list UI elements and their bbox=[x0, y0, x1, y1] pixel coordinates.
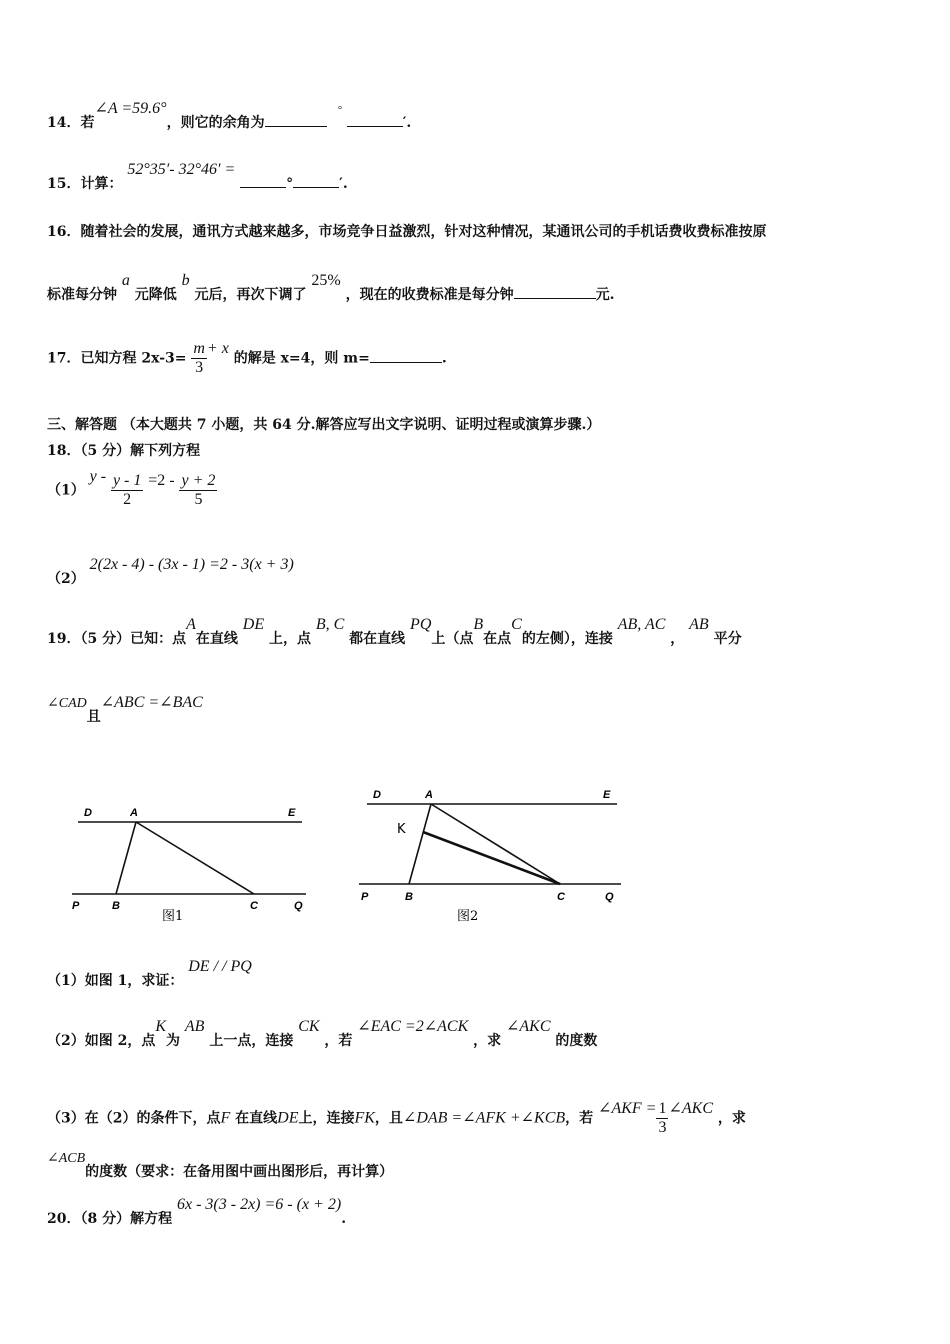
denominator: 3 bbox=[658, 1119, 667, 1136]
numerator: 1 bbox=[658, 1100, 667, 1117]
text: 元降低 bbox=[134, 287, 177, 303]
question-18-title: 18．（5 分）解下列方程 bbox=[47, 443, 201, 459]
math-expr: 6x - 3(3 - 2x) =6 - (x + 2) bbox=[176, 1196, 342, 1213]
question-17 bbox=[47, 340, 447, 377]
text: 的左侧），连接 bbox=[521, 631, 613, 647]
text: 在点 bbox=[483, 631, 512, 647]
fraction bbox=[191, 340, 207, 377]
question-number: 15． bbox=[47, 176, 81, 192]
label-p: P bbox=[361, 891, 369, 903]
segment-ck: CK bbox=[298, 1018, 320, 1035]
point-b: B bbox=[473, 616, 484, 633]
text: 上，点 bbox=[268, 631, 311, 647]
text: 19．（5 分）已知：点 bbox=[47, 631, 187, 647]
math-expr: 52°35′- 32°46′ = bbox=[127, 161, 236, 178]
answer-blank[interactable] bbox=[347, 114, 403, 127]
question-18-part1 bbox=[47, 467, 217, 509]
point-c: C bbox=[511, 616, 522, 633]
text: ，若 bbox=[565, 1110, 594, 1127]
label-q: Q bbox=[605, 891, 614, 903]
math-expr: =2 - bbox=[148, 471, 175, 489]
question-number: 17． bbox=[47, 350, 81, 367]
denominator: 3 bbox=[195, 359, 204, 376]
angle-acb: ∠ACB bbox=[47, 1151, 86, 1166]
text: （1）如图 1，求证： bbox=[47, 973, 184, 989]
text: 平分 bbox=[713, 631, 742, 647]
text: 在直线 bbox=[195, 631, 238, 647]
text: 的度数 bbox=[555, 1033, 598, 1049]
question-19-part3-cont bbox=[47, 1151, 394, 1181]
answer-blank[interactable] bbox=[240, 175, 286, 188]
degree-sign: ° bbox=[337, 104, 342, 116]
segment-fk: FK bbox=[354, 1109, 375, 1127]
question-number: 14． bbox=[47, 115, 81, 131]
text: 为 bbox=[166, 1033, 181, 1049]
text: 随着社会的发展，通讯方式越来越多，市场竞争日益激烈，针对这种情况，某通讯公司的手机话费收费标准按原 bbox=[80, 224, 767, 240]
text: ，若 bbox=[324, 1033, 353, 1049]
math-expr: y - bbox=[89, 467, 107, 485]
numerator: y + 2 bbox=[181, 472, 216, 489]
point-k: K bbox=[155, 1018, 167, 1035]
text: ，则它的余角为 bbox=[166, 115, 265, 131]
label-a: A bbox=[130, 807, 138, 819]
label-b: B bbox=[112, 900, 120, 912]
answer-blank[interactable] bbox=[293, 175, 339, 188]
percent: 25% bbox=[311, 272, 341, 289]
line-pq: PQ bbox=[410, 616, 432, 633]
label-q: Q bbox=[294, 900, 303, 912]
math-expr: ∠EAC =2∠ACK bbox=[357, 1018, 469, 1035]
angle-cad: ∠CAD bbox=[47, 696, 87, 711]
text: （2）如图 2，点 bbox=[47, 1033, 156, 1049]
point-f: F bbox=[220, 1109, 231, 1127]
text: 20．（8 分）解方程 bbox=[47, 1211, 173, 1227]
text: 的度数（要求：在备用图中画出图形后，再计算） bbox=[85, 1164, 394, 1180]
label-b: B bbox=[405, 891, 413, 903]
text: 且 bbox=[86, 709, 101, 725]
math-expr: + x bbox=[206, 339, 229, 357]
answer-blank[interactable] bbox=[265, 114, 327, 127]
answer-blank[interactable] bbox=[514, 286, 596, 299]
figure-1 bbox=[60, 798, 320, 926]
var-a: a bbox=[121, 272, 130, 289]
question-16-line1 bbox=[47, 221, 766, 241]
text: . bbox=[441, 350, 447, 367]
label-d: D bbox=[84, 807, 92, 819]
label-c: C bbox=[250, 900, 258, 912]
math-expr: ∠DAB =∠AFK +∠KCB bbox=[402, 1109, 566, 1127]
text: 的解是 x=4，则 m= bbox=[233, 350, 370, 367]
question-18-part2 bbox=[47, 556, 294, 588]
part-label: （1） bbox=[47, 482, 85, 499]
label-e: E bbox=[603, 789, 611, 801]
angle-akc: ∠AKC bbox=[506, 1018, 551, 1035]
figure-2 bbox=[355, 780, 630, 925]
math-expr: DE / / PQ bbox=[188, 958, 252, 975]
point-a: A bbox=[186, 616, 196, 633]
text: ，现在的收费标准是每分钟 bbox=[345, 287, 514, 303]
text: ，求 bbox=[717, 1110, 746, 1127]
fraction bbox=[111, 472, 143, 509]
angle-akc: ∠AKC bbox=[668, 1099, 713, 1117]
question-16-line2 bbox=[47, 272, 615, 304]
line-de: DE bbox=[277, 1109, 299, 1127]
text: ′. bbox=[339, 176, 348, 192]
question-19-line2 bbox=[47, 694, 203, 726]
denominator: 5 bbox=[194, 491, 203, 508]
label-e: E bbox=[288, 807, 296, 819]
question-19-part2 bbox=[47, 1018, 598, 1050]
text: 元. bbox=[595, 287, 615, 303]
text: . bbox=[341, 1211, 347, 1227]
fraction bbox=[179, 472, 217, 509]
denominator: 2 bbox=[123, 491, 132, 508]
section-heading: 三、解答题 （本大题共 7 小题，共 64 分.解答应写出文字说明、证明过程或演算步骤.） bbox=[47, 417, 601, 433]
text: 在直线 bbox=[235, 1110, 278, 1127]
segment-ab: AB bbox=[689, 616, 709, 633]
label-a: A bbox=[425, 789, 433, 801]
figure-caption: 图2 bbox=[457, 909, 479, 924]
segments: AB, AC bbox=[617, 616, 666, 633]
question-20 bbox=[47, 1196, 347, 1228]
text: ，求 bbox=[473, 1033, 502, 1049]
math-expr: ∠ABC =∠BAC bbox=[100, 694, 203, 711]
question-15 bbox=[47, 161, 348, 193]
text: 元后，再次下调了 bbox=[194, 287, 307, 303]
numerator: m bbox=[193, 340, 205, 357]
text: ，且 bbox=[374, 1110, 403, 1127]
text: ′. bbox=[402, 115, 412, 131]
text: ° bbox=[286, 176, 294, 192]
text: 上，连接 bbox=[298, 1110, 355, 1127]
question-number: 16． bbox=[47, 224, 81, 240]
part-label: （2） bbox=[47, 571, 85, 587]
points-bc: B, C bbox=[315, 616, 345, 633]
text: 已知方程 2x-3= bbox=[80, 350, 187, 367]
var-b: b bbox=[181, 272, 190, 289]
label-k: K bbox=[397, 822, 406, 837]
label-c: C bbox=[557, 891, 565, 903]
text: ， bbox=[670, 631, 685, 647]
math-expr: ∠A =59.6° bbox=[94, 100, 167, 117]
math-expr: ∠AKF = bbox=[598, 1099, 657, 1117]
question-14 bbox=[47, 100, 412, 132]
line-de: DE bbox=[242, 616, 265, 633]
text: 标准每分钟 bbox=[47, 287, 117, 303]
text: （3）在（2）的条件下，点 bbox=[47, 1110, 221, 1127]
label-d: D bbox=[373, 789, 381, 801]
figure-caption: 图1 bbox=[162, 909, 184, 924]
math-expr: 2(2x - 4) - (3x - 1) =2 - 3(x + 3) bbox=[89, 556, 294, 573]
answer-blank[interactable] bbox=[370, 350, 442, 363]
label-p: P bbox=[72, 900, 80, 912]
text: 上一点，连接 bbox=[209, 1033, 294, 1049]
text: 计算： bbox=[80, 176, 123, 192]
fraction bbox=[656, 1100, 668, 1137]
text: 若 bbox=[80, 115, 95, 131]
numerator: y - 1 bbox=[112, 472, 142, 489]
text: 都在直线 bbox=[349, 631, 406, 647]
text: 上（点 bbox=[431, 631, 474, 647]
question-19-line1 bbox=[47, 616, 742, 648]
segment-ab: AB bbox=[184, 1018, 205, 1035]
question-19-part1 bbox=[47, 958, 252, 990]
question-19-part3 bbox=[47, 1100, 746, 1137]
